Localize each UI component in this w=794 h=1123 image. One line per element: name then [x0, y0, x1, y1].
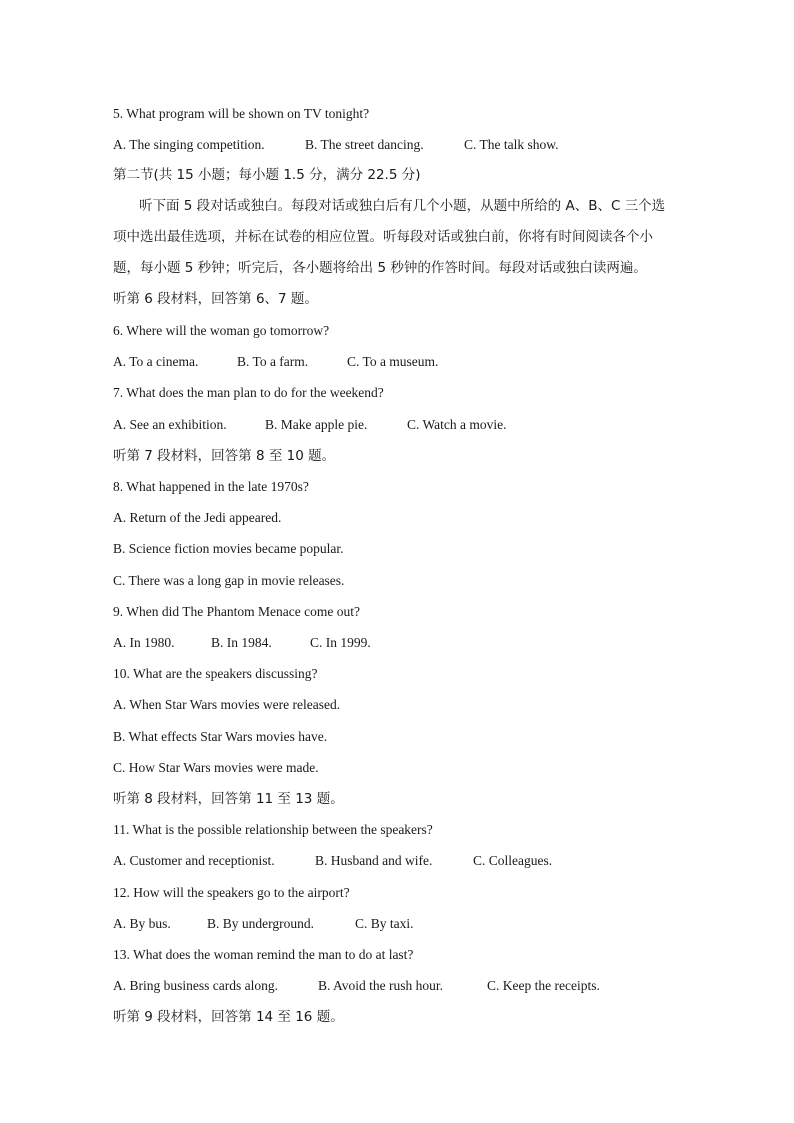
- material-9-heading: 听第 9 段材料，回答第 14 至 16 题。: [113, 1009, 344, 1025]
- q8-option-c: C. There was a long gap in movie releases.: [113, 573, 345, 588]
- q12-option-c: C. By taxi.: [355, 916, 414, 931]
- q11-option-a: A. Customer and receptionist.: [113, 853, 275, 868]
- q6-option-a: A. To a cinema.: [113, 354, 199, 369]
- material-7-heading: 听第 7 段材料，回答第 8 至 10 题。: [113, 448, 336, 464]
- question-13-options: [113, 977, 600, 995]
- question-8: 8. What happened in the late 1970s?: [113, 479, 309, 494]
- q8-option-b: B. Science fiction movies became popular.: [113, 541, 344, 556]
- q13-option-b: B. Avoid the rush hour.: [318, 978, 444, 993]
- question-6: 6. Where will the woman go tomorrow?: [113, 323, 330, 338]
- section-2-instruction-1: 听下面 5 段对话或独白。每段对话或独白后有几个小题，从题中所给的 A、B、C 三个选: [139, 198, 666, 214]
- q5-option-b: B. The street dancing.: [305, 137, 424, 152]
- q12-option-b: B. By underground.: [207, 916, 314, 931]
- q6-option-b: B. To a farm.: [237, 354, 309, 369]
- q8-option-a: A. Return of the Jedi appeared.: [113, 510, 282, 525]
- q7-option-c: C. Watch a movie.: [407, 417, 507, 432]
- material-6-heading: 听第 6 段材料，回答第 6、7 题。: [113, 291, 318, 307]
- question-12: 12. How will the speakers go to the airport?: [113, 885, 350, 900]
- q10-option-a: A. When Star Wars movies were released.: [113, 697, 341, 712]
- q7-option-a: A. See an exhibition.: [113, 417, 227, 432]
- question-9: 9. When did The Phantom Menace come out?: [113, 604, 360, 619]
- q12-option-a: A. By bus.: [113, 916, 171, 931]
- q5-option-c: C. The talk show.: [464, 137, 559, 152]
- q10-option-b: B. What effects Star Wars movies have.: [113, 729, 328, 744]
- question-5: 5. What program will be shown on TV tonight?: [113, 106, 370, 121]
- q7-option-b: B. Make apple pie.: [265, 417, 368, 432]
- section-2-title: 第二节(共 15 小题；每小题 1.5 分，满分 22.5 分): [113, 167, 421, 183]
- question-11-options: [113, 852, 552, 870]
- q11-option-c: C. Colleagues.: [473, 853, 553, 868]
- question-11: 11. What is the possible relationship between the speakers?: [113, 822, 433, 837]
- section-2-instruction-3: 题，每小题 5 秒钟；听完后，各小题将给出 5 秒钟的作答时间。每段对话或独白读两遍。: [113, 260, 647, 276]
- q9-option-c: C. In 1999.: [310, 635, 371, 650]
- q13-option-a: A. Bring business cards along.: [113, 978, 278, 993]
- q13-option-c: C. Keep the receipts.: [487, 978, 600, 993]
- section-2-instruction-2: 项中选出最佳选项，并标在试卷的相应位置。听每段对话或独白前，你将有时间阅读各个小: [113, 229, 653, 245]
- q9-option-a: A. In 1980.: [113, 635, 175, 650]
- question-10: 10. What are the speakers discussing?: [113, 666, 318, 681]
- q5-option-a: A. The singing competition.: [113, 137, 265, 152]
- question-7-options: [113, 416, 507, 434]
- question-13: 13. What does the woman remind the man to do at last?: [113, 947, 414, 962]
- question-12-options: [113, 915, 414, 933]
- question-7: 7. What does the man plan to do for the weekend?: [113, 385, 384, 400]
- q6-option-c: C. To a museum.: [347, 354, 439, 369]
- material-8-heading: 听第 8 段材料，回答第 11 至 13 题。: [113, 791, 344, 807]
- question-9-options: [113, 634, 371, 652]
- q9-option-b: B. In 1984.: [211, 635, 272, 650]
- q10-option-c: C. How Star Wars movies were made.: [113, 760, 319, 775]
- question-6-options: [113, 353, 438, 371]
- q11-option-b: B. Husband and wife.: [315, 853, 433, 868]
- question-5-options: [113, 136, 559, 154]
